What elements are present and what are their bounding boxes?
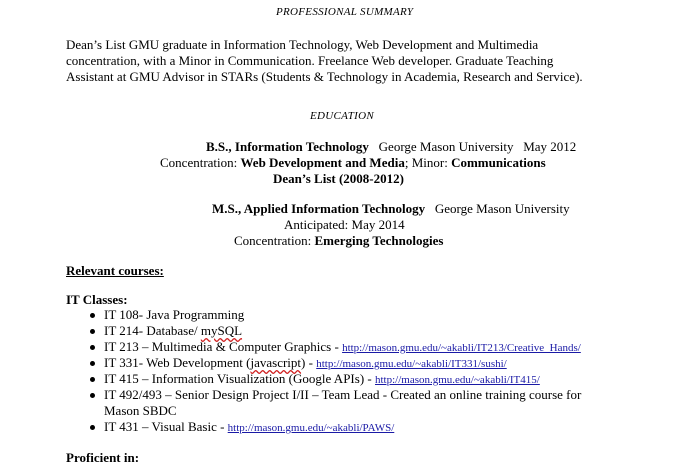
ms-line	[212, 201, 570, 217]
course-item	[104, 387, 581, 403]
course-item	[104, 307, 244, 323]
bs-concentration-line	[160, 155, 546, 171]
ms-conc-label: Concentration:	[234, 233, 315, 248]
course-link[interactable]: http://mason.gmu.edu/~akabli/PAWS/	[227, 422, 395, 434]
bullet-icon	[90, 361, 95, 366]
proficient-heading: Proficient in:	[66, 450, 140, 465]
course-item	[104, 371, 540, 387]
course-text: IT 213 – Multimedia & Computer Graphics -	[104, 339, 343, 354]
course-text: IT 492/493 – Senior Design Project I/II – Team Lead - Created an online training course for	[104, 387, 582, 402]
bs-minor-value: Communications	[451, 155, 546, 170]
summary-line-3: Assistant at GMU Advisor in STARs (Students & Technology in Academia, Research and Service).	[66, 69, 583, 84]
course-text-post: ) -	[301, 355, 317, 370]
spellcheck-word: mySQL	[200, 323, 243, 338]
course-text: IT 214- Database/	[104, 323, 201, 338]
course-link[interactable]: http://mason.gmu.edu/~akabli/IT415/	[374, 374, 540, 386]
bullet-icon	[90, 313, 95, 318]
bullet-icon	[90, 393, 95, 398]
bs-school: George Mason University	[378, 139, 514, 154]
course-text: IT 331- Web Development (	[104, 355, 251, 370]
ms-anticipated: Anticipated: May 2014	[284, 217, 405, 232]
summary-heading: PROFESSIONAL SUMMARY	[276, 6, 414, 18]
summary-line-1: Dean’s List GMU graduate in Information Technology, Web Development and Multimedia	[66, 37, 539, 52]
bs-degree: B.S., Information Technology	[206, 139, 369, 154]
education-heading: EDUCATION	[310, 110, 375, 122]
bs-honor: Dean’s List (2008-2012)	[273, 171, 404, 186]
courses-heading: Relevant courses:	[66, 263, 164, 278]
course-item	[104, 355, 507, 371]
spellcheck-word: javascript	[250, 355, 302, 370]
bullet-icon	[90, 377, 95, 382]
it-classes-heading: IT Classes:	[66, 292, 128, 307]
course-item	[104, 323, 242, 339]
course-link[interactable]: http://mason.gmu.edu/~akabli/IT331/sushi/	[316, 358, 507, 370]
ms-conc-value: Emerging Technologies	[314, 233, 444, 248]
bullet-icon	[90, 345, 95, 350]
course-text: IT 431 – Visual Basic -	[104, 419, 228, 434]
bullet-icon	[90, 425, 95, 430]
course-link[interactable]: http://mason.gmu.edu/~akabli/IT213/Creative_Hands/	[342, 342, 581, 354]
bs-date: May 2012	[523, 139, 577, 154]
bs-conc-label: Concentration:	[160, 155, 241, 170]
bs-conc-value: Web Development and Media	[240, 155, 405, 170]
ms-degree: M.S., Applied Information Technology	[212, 201, 426, 216]
ms-school: George Mason University	[434, 201, 570, 216]
ms-concentration-line	[234, 233, 443, 249]
bs-line	[206, 139, 576, 155]
course-text: IT 415 – Information Visualization (Google APIs) -	[104, 371, 375, 386]
course-item	[104, 419, 394, 435]
bullet-icon	[90, 329, 95, 334]
bs-minor-label: ; Minor:	[404, 155, 452, 170]
summary-line-2: concentration, with a Minor in Communication. Freelance Web developer. Graduate Teaching	[66, 53, 554, 68]
course-item	[104, 339, 581, 355]
course-text: IT 108- Java Programming	[104, 307, 245, 322]
course-item-continuation: Mason SBDC	[104, 403, 177, 418]
